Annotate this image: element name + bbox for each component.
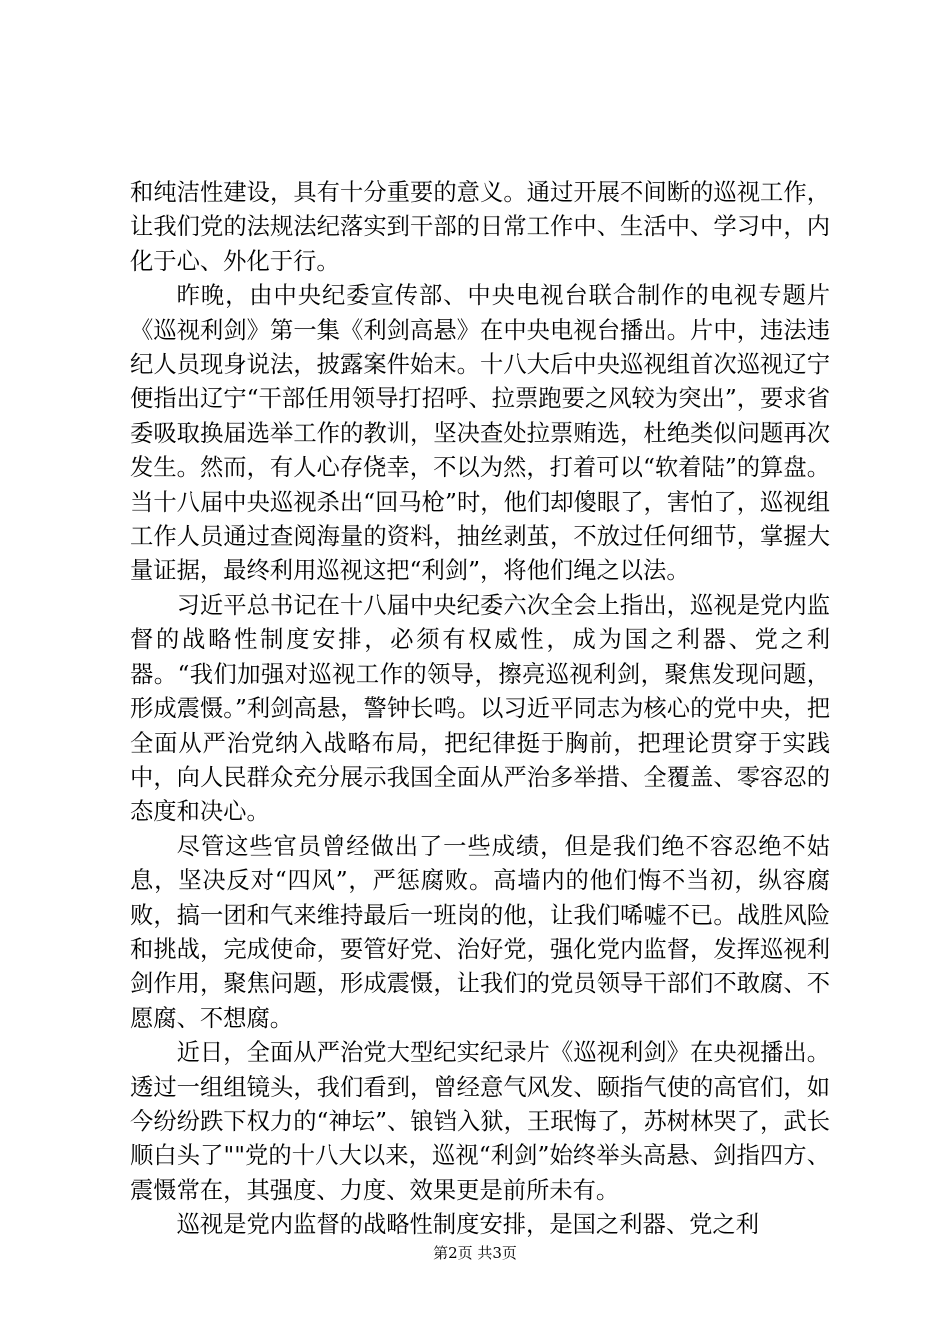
paragraph-4: 尽管这些官员曾经做出了一些成绩，但是我们绝不容忍绝不姑息，坚决反对“四风”，严惩腐败。高墙内的他们悔不当初，纵容腐败，搞一团和气来维持最后一班岗的他，让我们唏嘘不已。战胜风险和挑战，完成使命，要管好党、治好党，强化党内监督，发挥巡视利剑作用，聚焦问题，形成震慑，让我们的党员领导干部们不敢腐、不愿腐、不想腐。: [130, 832, 830, 1032]
page-number-footer: 第2页 共3页: [433, 1244, 517, 1262]
paragraph-6: 巡视是党内监督的战略性制度安排，是国之利器、党之利: [176, 1211, 760, 1239]
paragraph-1: 和纯洁性建设，具有十分重要的意义。通过开展不间断的巡视工作，让我们党的法规法纪落实到干部的日常工作中、生活中、学习中，内化于心、外化于行。: [130, 179, 830, 275]
document-body: [130, 176, 830, 1243]
paragraph-5: 近日，全面从严治党大型纪实纪录片《巡视利剑》在央视播出。透过一组组镜头，我们看到，曾经意气风发、颐指气使的高官们，如今纷纷跌下权力的“神坛”、锒铛入狱，王珉悔了，苏树林哭了，武长顺白头了""党的十八大以来，巡视“利剑”始终举头高悬、剑指四方、震慑常在，其强度、力度、效果更是前所未有。: [130, 1039, 830, 1204]
paragraph-2: 昨晚，由中央纪委宣传部、中央电视台联合制作的电视专题片《巡视利剑》第一集《利剑高悬》在中央电视台播出。片中，违法违纪人员现身说法，披露案件始末。十八大后中央巡视组首次巡视辽宁便指出辽宁“干部任用领导打招呼、拉票跑要之风较为突出”，要求省委吸取换届选举工作的教训，坚决查处拉票贿选，杜绝类似问题再次发生。然而，有人心存侥幸，不以为然，打着可以“软着陆”的算盘。当十八届中央巡视杀出“回马枪”时，他们却傻眼了，害怕了，巡视组工作人员通过查阅海量的资料，抽丝剥茧，不放过任何细节，掌握大量证据，最终利用巡视这把“利剑”，将他们绳之以法。: [130, 282, 830, 585]
paragraph-3: 习近平总书记在十八届中央纪委六次全会上指出，巡视是党内监督的战略性制度安排，必须有权威性，成为国之利器、党之利器。“我们加强对巡视工作的领导，擦亮巡视利剑，聚焦发现问题，形成震慑。”利剑高悬，警钟长鸣。以习近平同志为核心的党中央，把全面从严治党纳入战略布局，把纪律挺于胸前，把理论贯穿于实践中，向人民群众充分展示我国全面从严治多举措、全覆盖、零容忍的态度和决心。: [130, 591, 830, 826]
